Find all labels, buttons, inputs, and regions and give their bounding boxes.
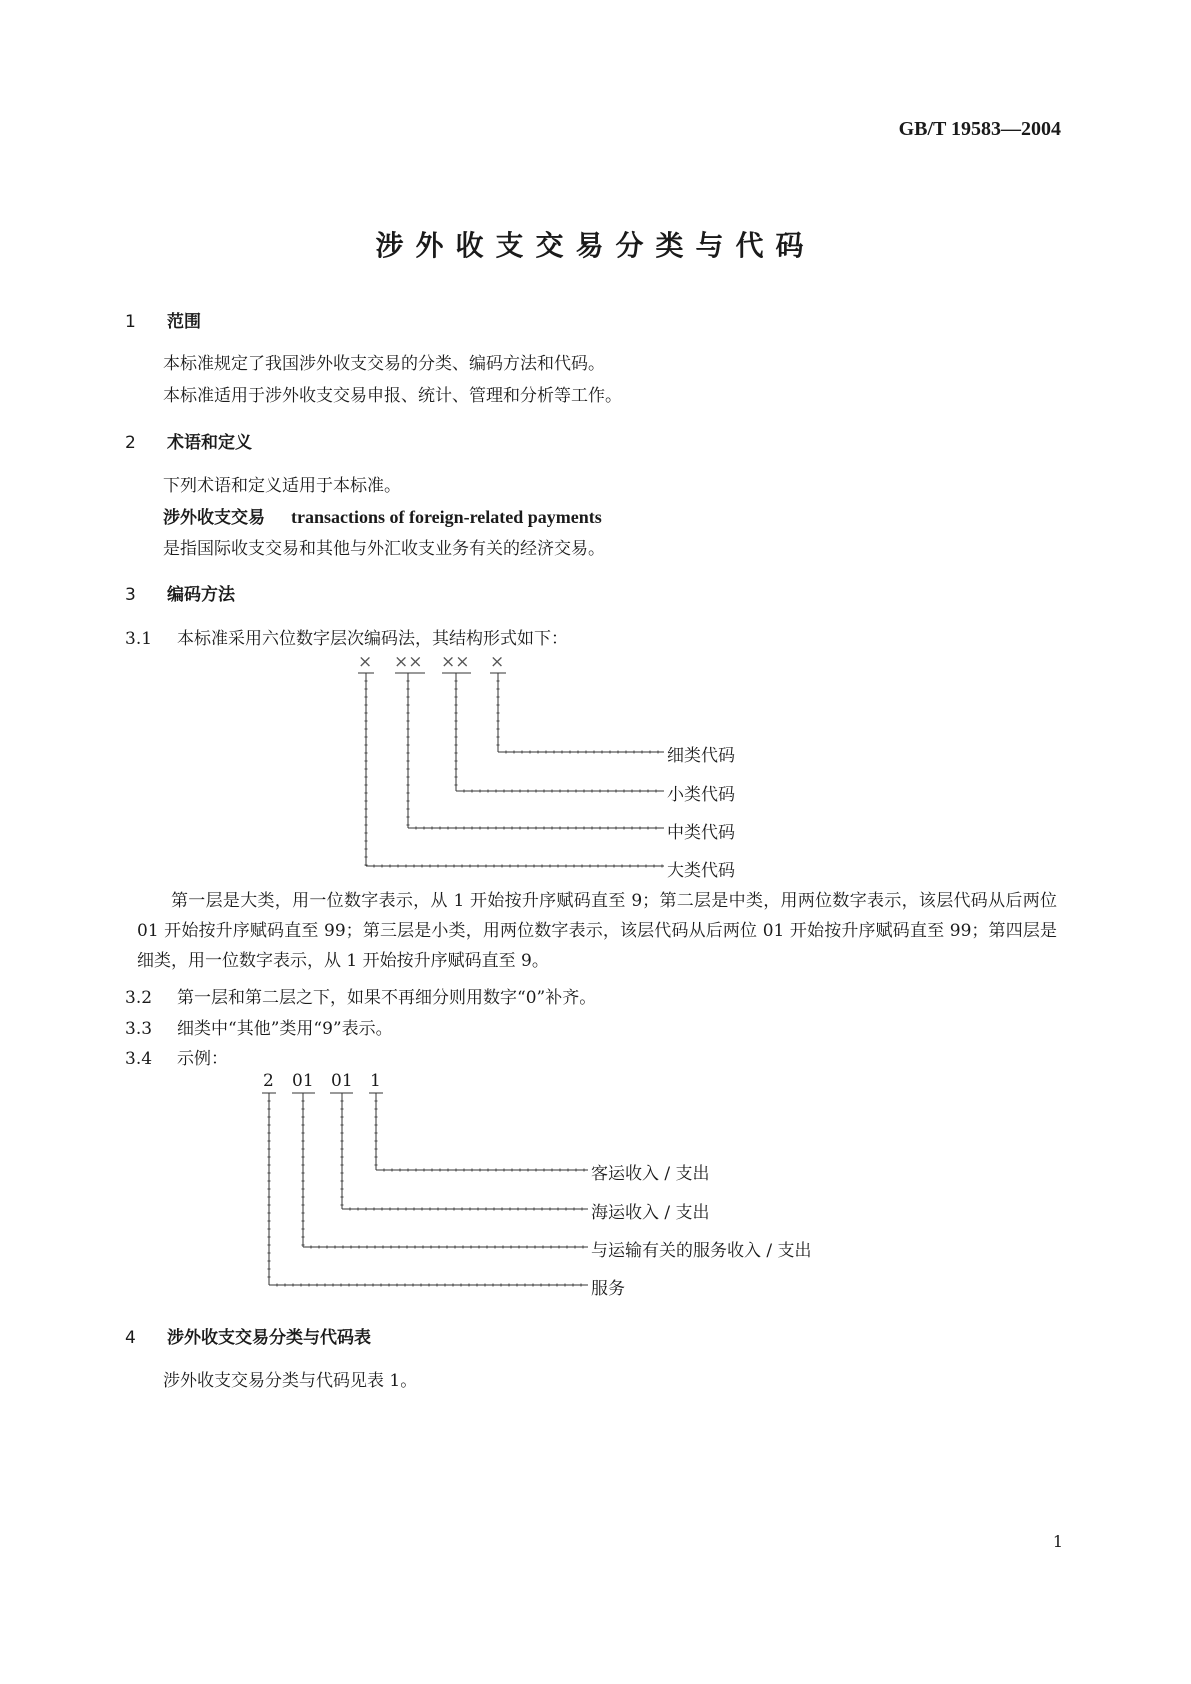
example-code: 01: [331, 1071, 353, 1091]
example-code: 2: [263, 1071, 274, 1091]
example-label: 服务: [591, 1279, 625, 1299]
section-title: 术语和定义: [167, 433, 252, 453]
example-label: 海运收入 / 支出: [591, 1203, 710, 1223]
structure-mark: ××: [441, 652, 470, 672]
clause-text: 本标准采用六位数字层次编码法，其结构形式如下：: [177, 629, 568, 649]
section-title: 涉外收支交易分类与代码表: [167, 1328, 371, 1348]
section-number: 1: [125, 312, 136, 332]
document-title: 涉外收支交易分类与代码: [375, 229, 816, 262]
structure-label: 中类代码: [667, 823, 735, 843]
section-number: 3: [125, 585, 136, 605]
example-label: 与运输有关的服务收入 / 支出: [591, 1241, 812, 1261]
structure-mark: ×: [358, 652, 373, 672]
standard-number: GB/T 19583—2004: [898, 118, 1061, 140]
paragraph: 下列术语和定义适用于本标准。: [163, 476, 401, 496]
section-4-heading: [125, 1323, 371, 1348]
clause-3-3: [125, 1014, 393, 1039]
definition: 是指国际收支交易和其他与外汇收支业务有关的经济交易。: [163, 539, 605, 559]
clause-text: 第一层和第二层之下，如果不再细分则用数字“0”补齐。: [177, 988, 597, 1008]
page-number: 1: [1052, 1532, 1063, 1551]
clause-3-2: [125, 983, 596, 1008]
clause-number: 3.1: [125, 629, 153, 649]
clause-number: 3.4: [125, 1049, 153, 1069]
term-chinese: 涉外收支交易: [163, 508, 265, 528]
clause-number: 3.2: [125, 988, 153, 1008]
section-title: 编码方法: [167, 585, 235, 605]
section-number: 4: [125, 1328, 136, 1348]
example-code: 1: [370, 1071, 381, 1091]
paragraph: 本标准规定了我国涉外收支交易的分类、编码方法和代码。: [163, 354, 605, 374]
section-title: 范围: [167, 312, 201, 332]
structure-label: 小类代码: [667, 785, 735, 805]
clause-3-4: [125, 1044, 228, 1069]
paragraph: 涉外收支交易分类与代码见表 1。: [163, 1371, 418, 1391]
paragraph: 本标准适用于涉外收支交易申报、统计、管理和分析等工作。: [163, 386, 622, 406]
clause-text: 细类中“其他”类用“9”表示。: [177, 1019, 393, 1039]
section-number: 2: [125, 433, 136, 453]
example-label: 客运收入 / 支出: [591, 1164, 710, 1184]
structure-mark: ×: [490, 652, 505, 672]
example-code: 01: [292, 1071, 314, 1091]
explanation-paragraph: 第一层是大类，用一位数字表示，从 1 开始按升序赋码直至 9；第二层是中类，用两位数字表示，该层代码从后两位 01 开始按升序赋码直至 99；第三层是小类，用两位数字表示，该层代码从后两位 01 开始按升序赋码直至 99；第四层是细类，用一位数字表示，从 1 开始按升序赋码直至 9。: [137, 891, 1057, 971]
clause-number: 3.3: [125, 1019, 153, 1039]
structure-mark: ××: [394, 652, 423, 672]
clause-text: 示例：: [177, 1049, 228, 1069]
structure-label: 大类代码: [667, 861, 735, 881]
term-english: transactions of foreign-related payments: [291, 507, 602, 527]
structure-label: 细类代码: [667, 746, 735, 766]
